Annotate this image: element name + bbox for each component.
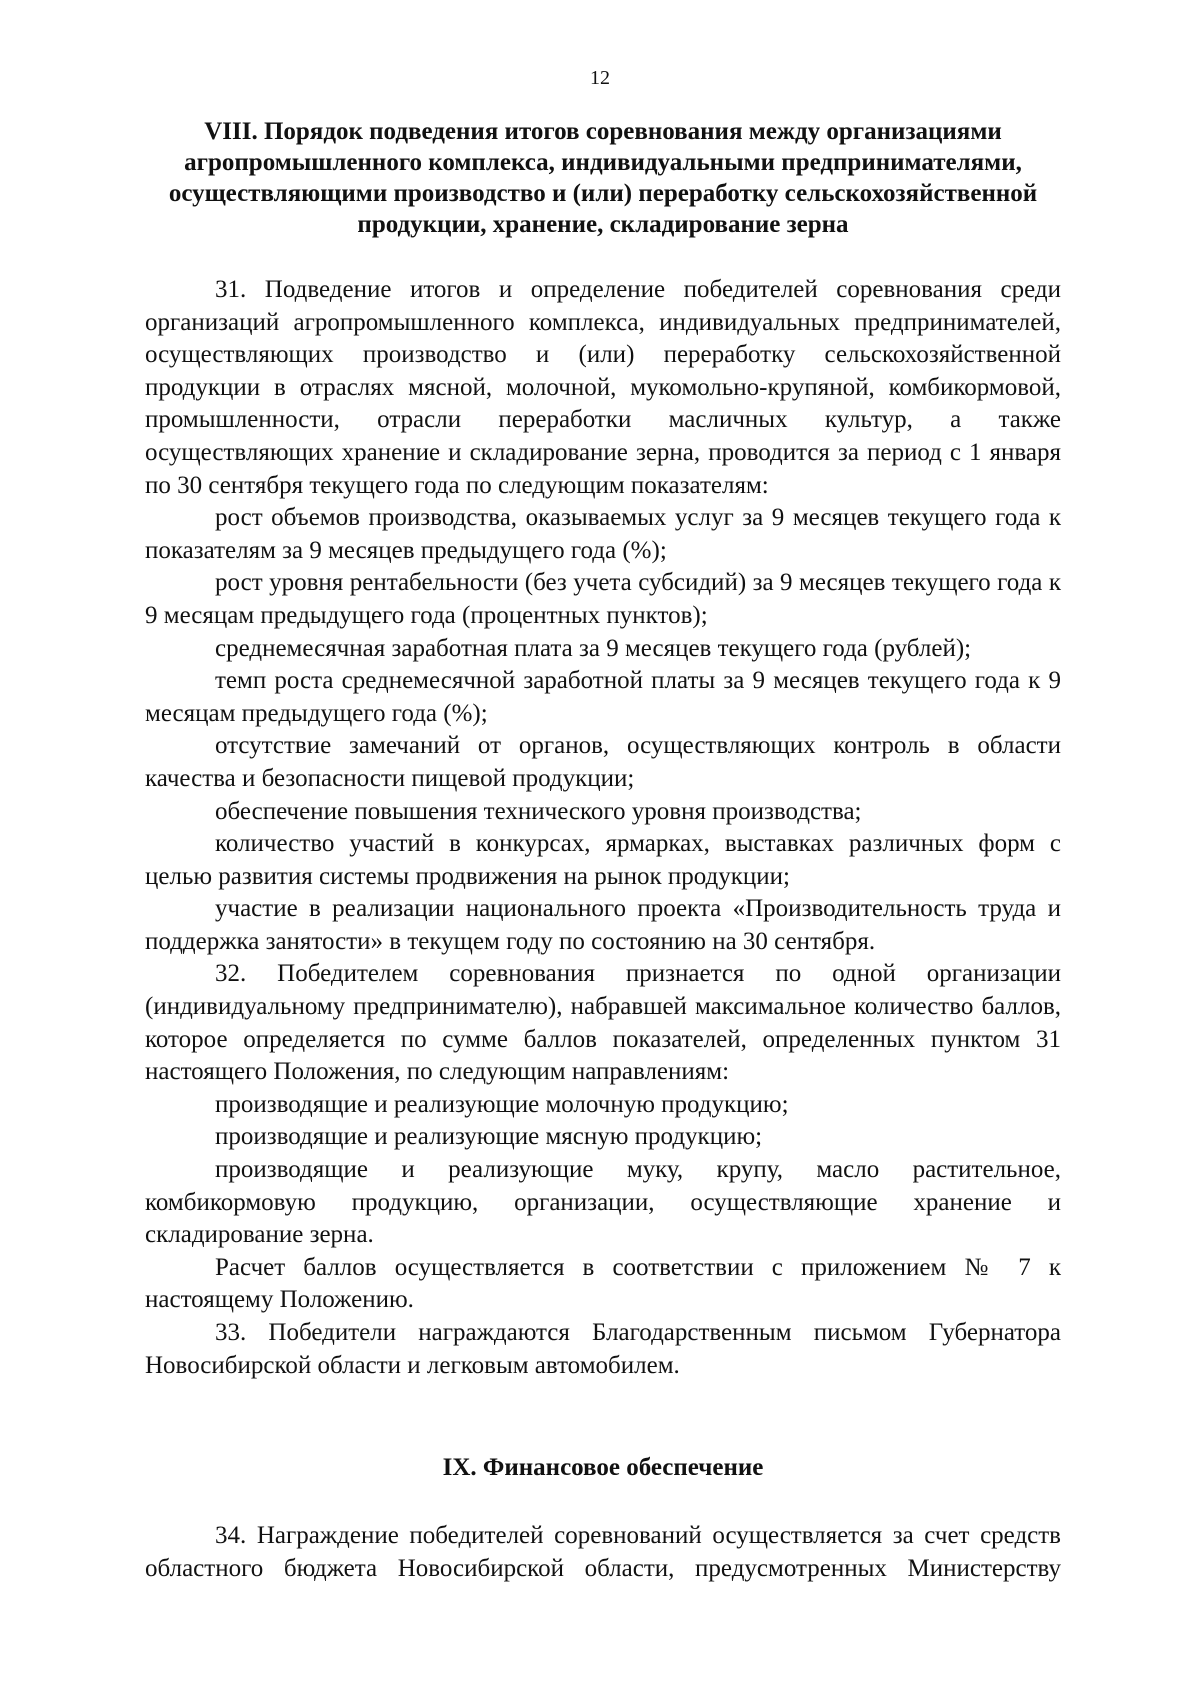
paragraph-33: 33. Победители награждаются Благодарственным письмом Губернатора Новосибирской области и легковым автомобилем. xyxy=(145,1319,1061,1379)
section-8-title-line: агропромышленного комплекса, индивидуальными предпринимателями, xyxy=(184,149,1022,176)
paragraph-32: 32. Победителем соревнования признается по одной организации (индивидуальному предпринимателю), набравшей максимальное количество баллов, которое определяется по сумме баллов показателей, определенных пунктом 31 настоящего Положения, по следующим направлениям: xyxy=(145,960,1061,1086)
direction-flour-grain: производящие и реализующие муку, крупу, масло растительное, комбикормовую продукцию, организации, осуществляющие хранение и складирование зерна. xyxy=(145,1156,1061,1249)
direction-meat: производящие и реализующие мясную продукцию; xyxy=(215,1123,763,1151)
page-content xyxy=(145,116,1061,1585)
indicator-national-project: участие в реализации национального проекта «Производительность труда и поддержка занятости» в текущем году по состоянию на 30 сентября. xyxy=(145,895,1061,955)
indicator-salary-growth: темп роста среднемесячной заработной платы за 9 месяцев текущего года к 9 месяцам предыдущего года (%); xyxy=(145,667,1061,727)
section-8-title-line: осуществляющими производство и (или) переработку сельскохозяйственной xyxy=(168,180,1038,207)
indicator-no-remarks: отсутствие замечаний от органов, осуществляющих контроль в области качества и безопасности пищевой продукции; xyxy=(145,732,1061,792)
scoring-note: Расчет баллов осуществляется в соответствии с приложением № 7 к настоящему Положению. xyxy=(145,1253,1061,1314)
indicator-contest-participation: количество участий в конкурсах, ярмарках, выставках различных форм с целью развития системы продвижения на рынок продукции; xyxy=(145,830,1061,890)
indicator-profitability-growth: рост уровня рентабельности (без учета субсидий) за 9 месяцев текущего года к 9 месяцам предыдущего года (процентных пунктов); xyxy=(145,569,1061,629)
indicator-production-growth: рост объемов производства, оказываемых услуг за 9 месяцев текущего года к показателям за 9 месяцев предыдущего года (%); xyxy=(145,504,1061,564)
direction-dairy: производящие и реализующие молочную продукцию; xyxy=(215,1090,789,1118)
paragraph-34: 34. Награждение победителей соревнований осуществляется за счет средств областного бюджета Новосибирской области, предусмотренных Министерству xyxy=(145,1522,1061,1582)
section-9-title: IX. Финансовое обеспечение xyxy=(442,1454,764,1482)
section-8-title-line: VIII. Порядок подведения итогов соревнования между организациями xyxy=(204,118,1002,145)
indicator-average-salary: среднемесячная заработная плата за 9 месяцев текущего года (рублей); xyxy=(215,634,972,662)
page-number: 12 xyxy=(590,67,610,89)
section-8-title-line: продукции, хранение, складирование зерна xyxy=(357,211,849,238)
paragraph-31: 31. Подведение итогов и определение победителей соревнования среди организаций агропромышленного комплекса, индивидуальных предпринимателей, осуществляющих производство и (или) переработку сельскохозяйственной продукции в отраслях мясной, молочной, мукомольно-крупяной, комбикормовой, промышленности, отрасли переработки масличных культур, а также осуществляющих хранение и складирование зерна, проводится за период с 1 января по 30 сентября текущего года по следующим показателям: xyxy=(145,276,1061,499)
section-8-title xyxy=(145,116,1061,240)
indicator-technical-level: обеспечение повышения технического уровня производства; xyxy=(215,797,862,825)
